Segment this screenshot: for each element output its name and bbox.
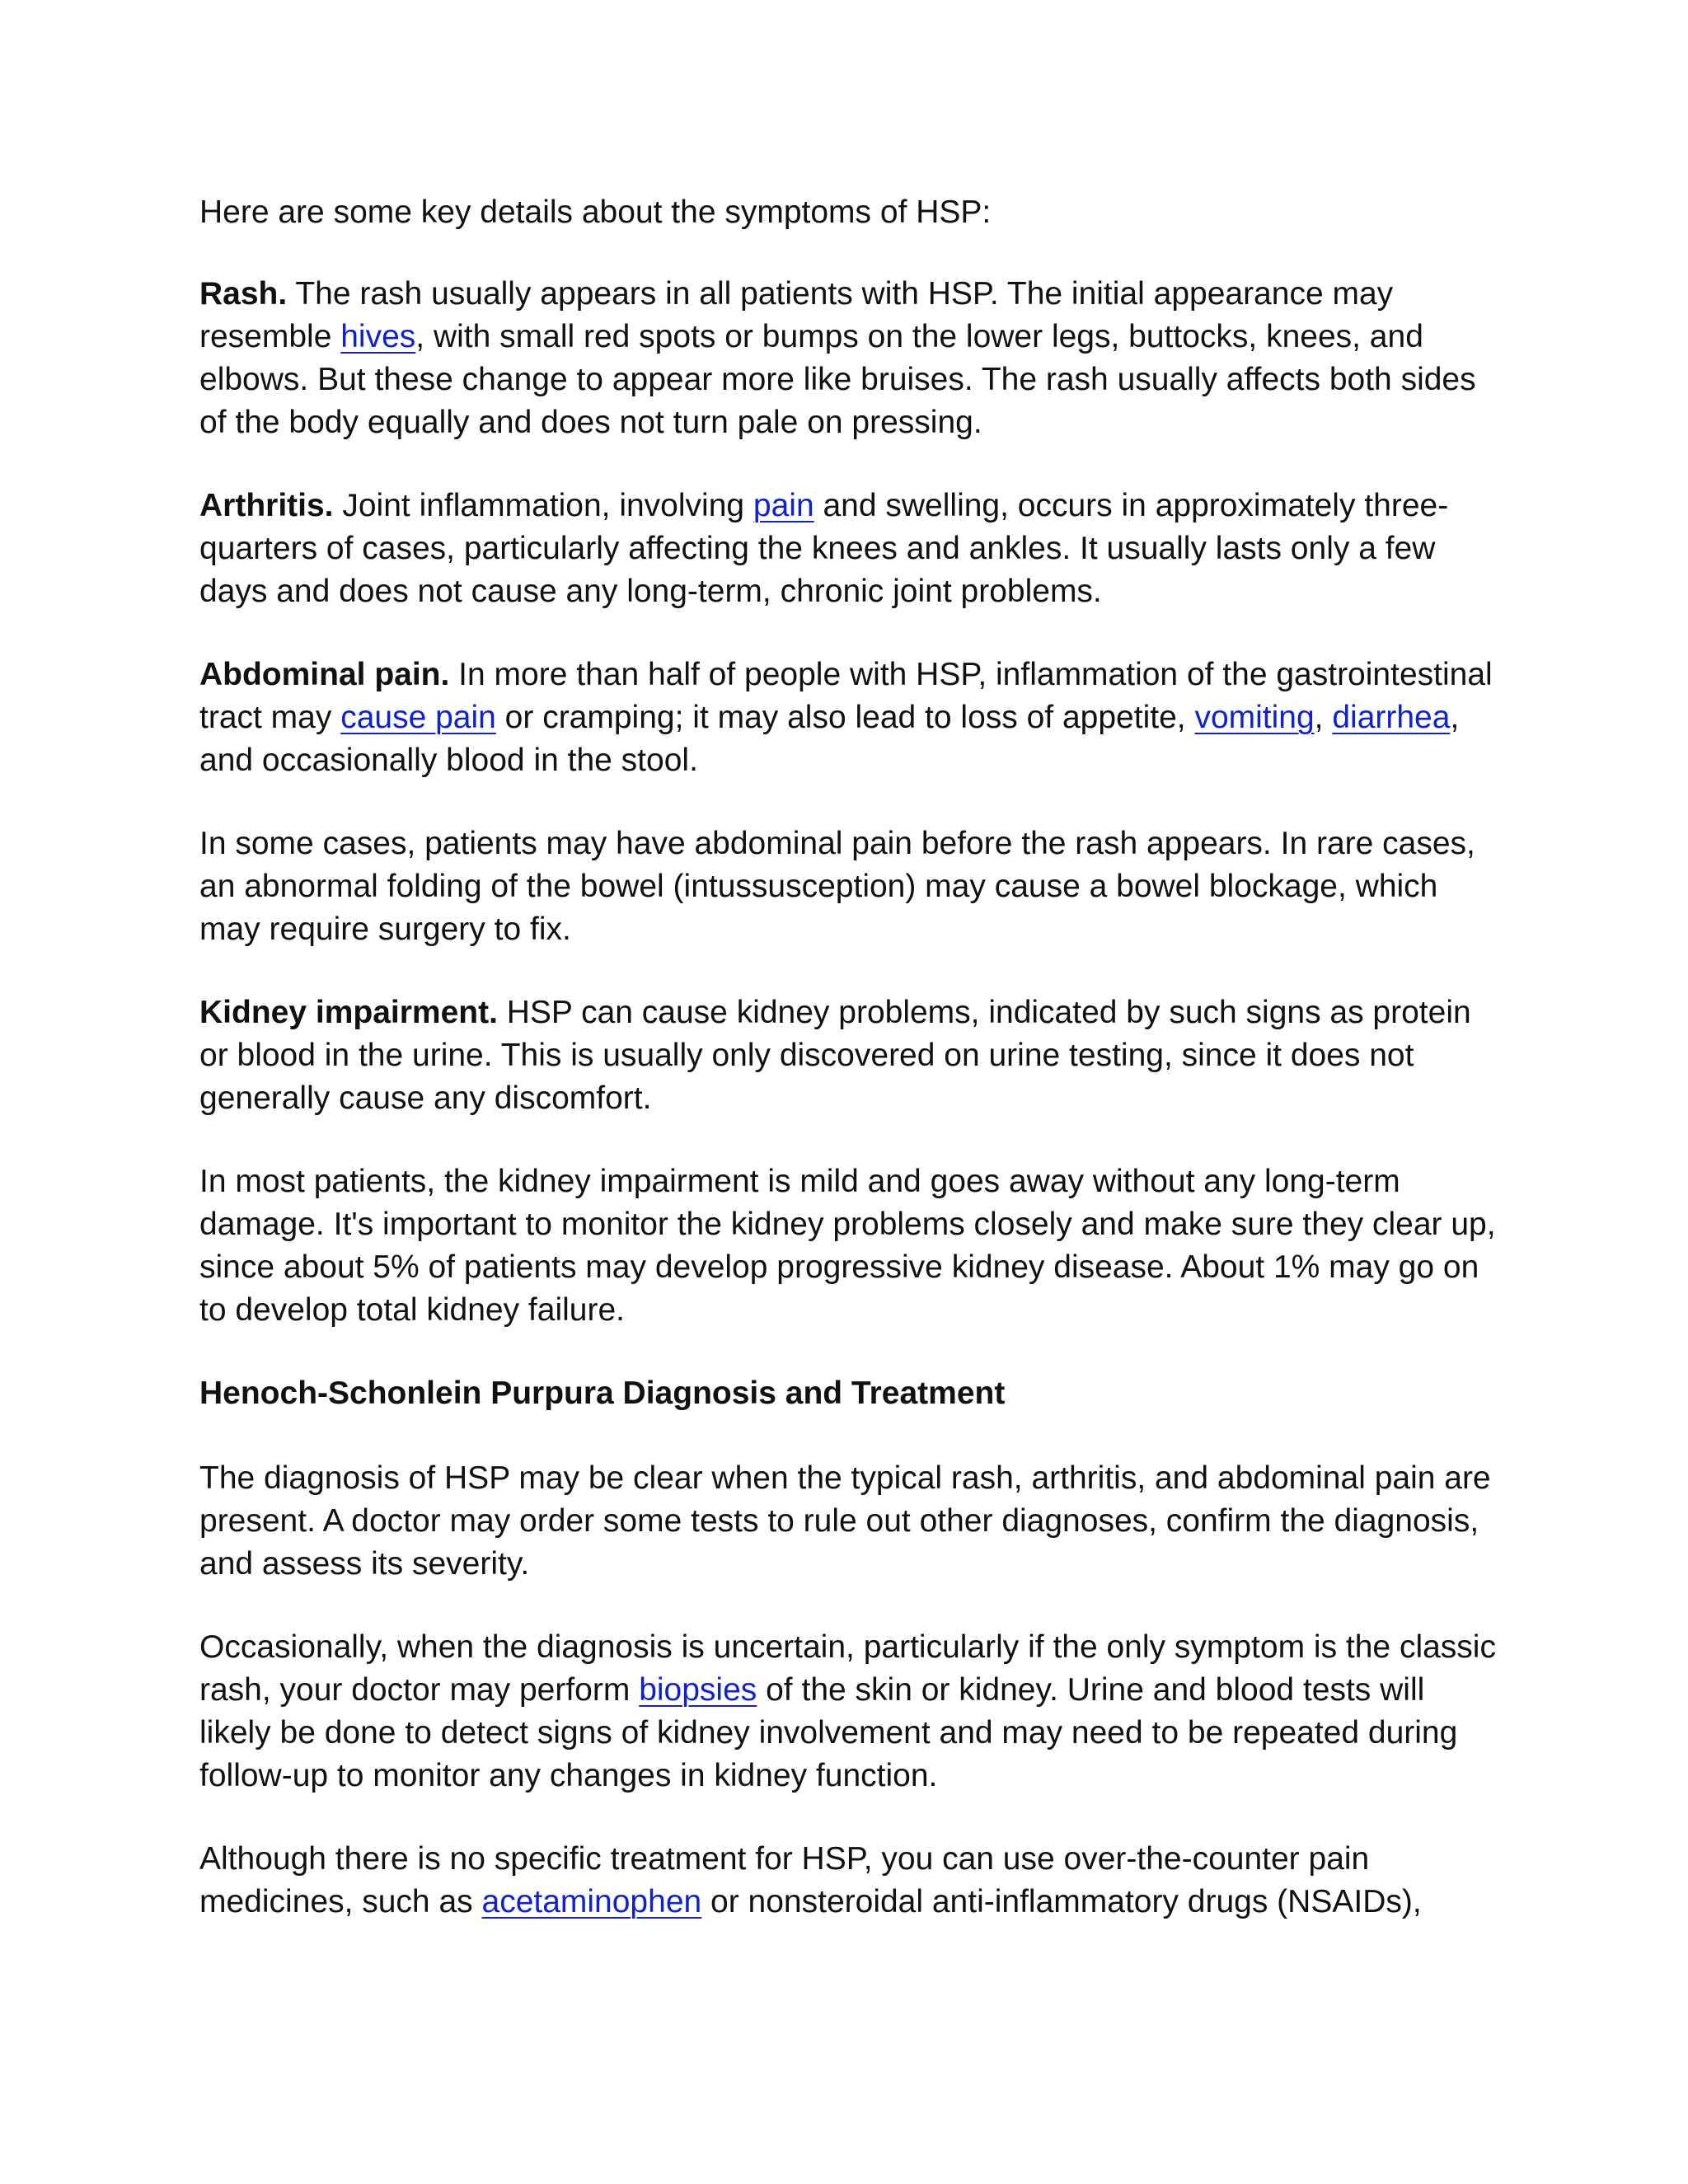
intro-paragraph: Here are some key details about the symptoms of HSP: <box>199 194 992 230</box>
arthritis-text-1: Joint inflammation, involving <box>333 488 753 523</box>
diagnosis-paragraph-2 <box>199 1626 1502 1797</box>
arthritis-paragraph <box>199 485 1502 613</box>
abdominal-text-3: , <box>1314 700 1333 735</box>
abdominal-text-2: or cramping; it may also lead to loss of appetite, <box>495 700 1195 735</box>
rash-paragraph <box>199 273 1502 444</box>
biopsies-link[interactable]: biopsies <box>639 1672 757 1708</box>
hives-link[interactable]: hives <box>340 319 416 354</box>
kidney-lead: Kidney impairment. <box>199 995 498 1030</box>
rash-lead: Rash. <box>199 276 288 312</box>
diagnosis-paragraph-1: The diagnosis of HSP may be clear when the typical rash, arthritis, and abdominal pain are present. A doctor may order some tests to rule out other diagnoses, confirm the diagnosis, and assess its severity. <box>199 1460 1491 1582</box>
abdominal-lead: Abdominal pain. <box>199 657 450 692</box>
treatment-text-2: or nonsteroidal anti-inflammatory drugs (NSAIDs), <box>701 1884 1422 1919</box>
document-page <box>199 191 1502 1964</box>
rash-text-2: , with small red spots or bumps on the lower legs, buttocks, knees, and elbows. But these change to appear more like bruises. The rash usually affects both sides of the body equally and does not turn pale on pressing. <box>199 319 1476 440</box>
diagnosis-heading: Henoch-Schonlein Purpura Diagnosis and Treatment <box>199 1376 1006 1411</box>
abdominal-text-4: , and occasionally blood in the stool. <box>199 700 1460 778</box>
abdominal-text-1: In more than half of people with HSP, inflammation of the gastrointestinal tract may <box>199 657 1493 735</box>
cause-pain-link[interactable]: cause pain <box>340 700 496 735</box>
kidney-text-1: HSP can cause kidney problems, indicated by such signs as protein or blood in the urine. This is usually only discovered on urine testing, since it does not generally cause any discomfort. <box>199 995 1471 1116</box>
kidney-paragraph <box>199 991 1502 1120</box>
diarrhea-link[interactable]: diarrhea <box>1332 700 1451 735</box>
diagnosis-2-text-2: of the skin or kidney. Urine and blood tests will likely be done to detect signs of kidney involvement and may need to be repeated during follow-up to monitor any changes in kidney function. <box>199 1672 1458 1793</box>
treatment-paragraph <box>199 1838 1502 1924</box>
pain-link[interactable]: pain <box>753 488 814 523</box>
kidney-paragraph-2: In most patients, the kidney impairment is mild and goes away without any long-term damage. It's important to monitor the kidney problems closely and make sure they clear up, since about 5% of patients may develop progressive kidney disease. About 1% may go on to develop total kidney failure. <box>199 1164 1496 1328</box>
abdominal-paragraph <box>199 654 1502 782</box>
vomiting-link[interactable]: vomiting <box>1194 700 1315 735</box>
acetaminophen-link[interactable]: acetaminophen <box>481 1884 702 1919</box>
abdominal-paragraph-2: In some cases, patients may have abdominal pain before the rash appears. In rare cases, an abnormal folding of the bowel (intussusception) may cause a bowel blockage, which may require surgery to fix. <box>199 826 1475 947</box>
arthritis-lead: Arthritis. <box>199 488 334 523</box>
rash-text-1: The rash usually appears in all patients with HSP. The initial appearance may resemble <box>199 276 1394 354</box>
arthritis-text-2: and swelling, occurs in approximately three-quarters of cases, particularly affecting the knees and ankles. It usually lasts only a few days and does not cause any long-term, chronic joint problems. <box>199 488 1449 609</box>
diagnosis-2-text-1: Occasionally, when the diagnosis is uncertain, particularly if the only symptom is the classic rash, your doctor may perform <box>199 1629 1496 1708</box>
treatment-text-1: Although there is no specific treatment for HSP, you can use over-the-counter pain medicines, such as <box>199 1841 1370 1919</box>
